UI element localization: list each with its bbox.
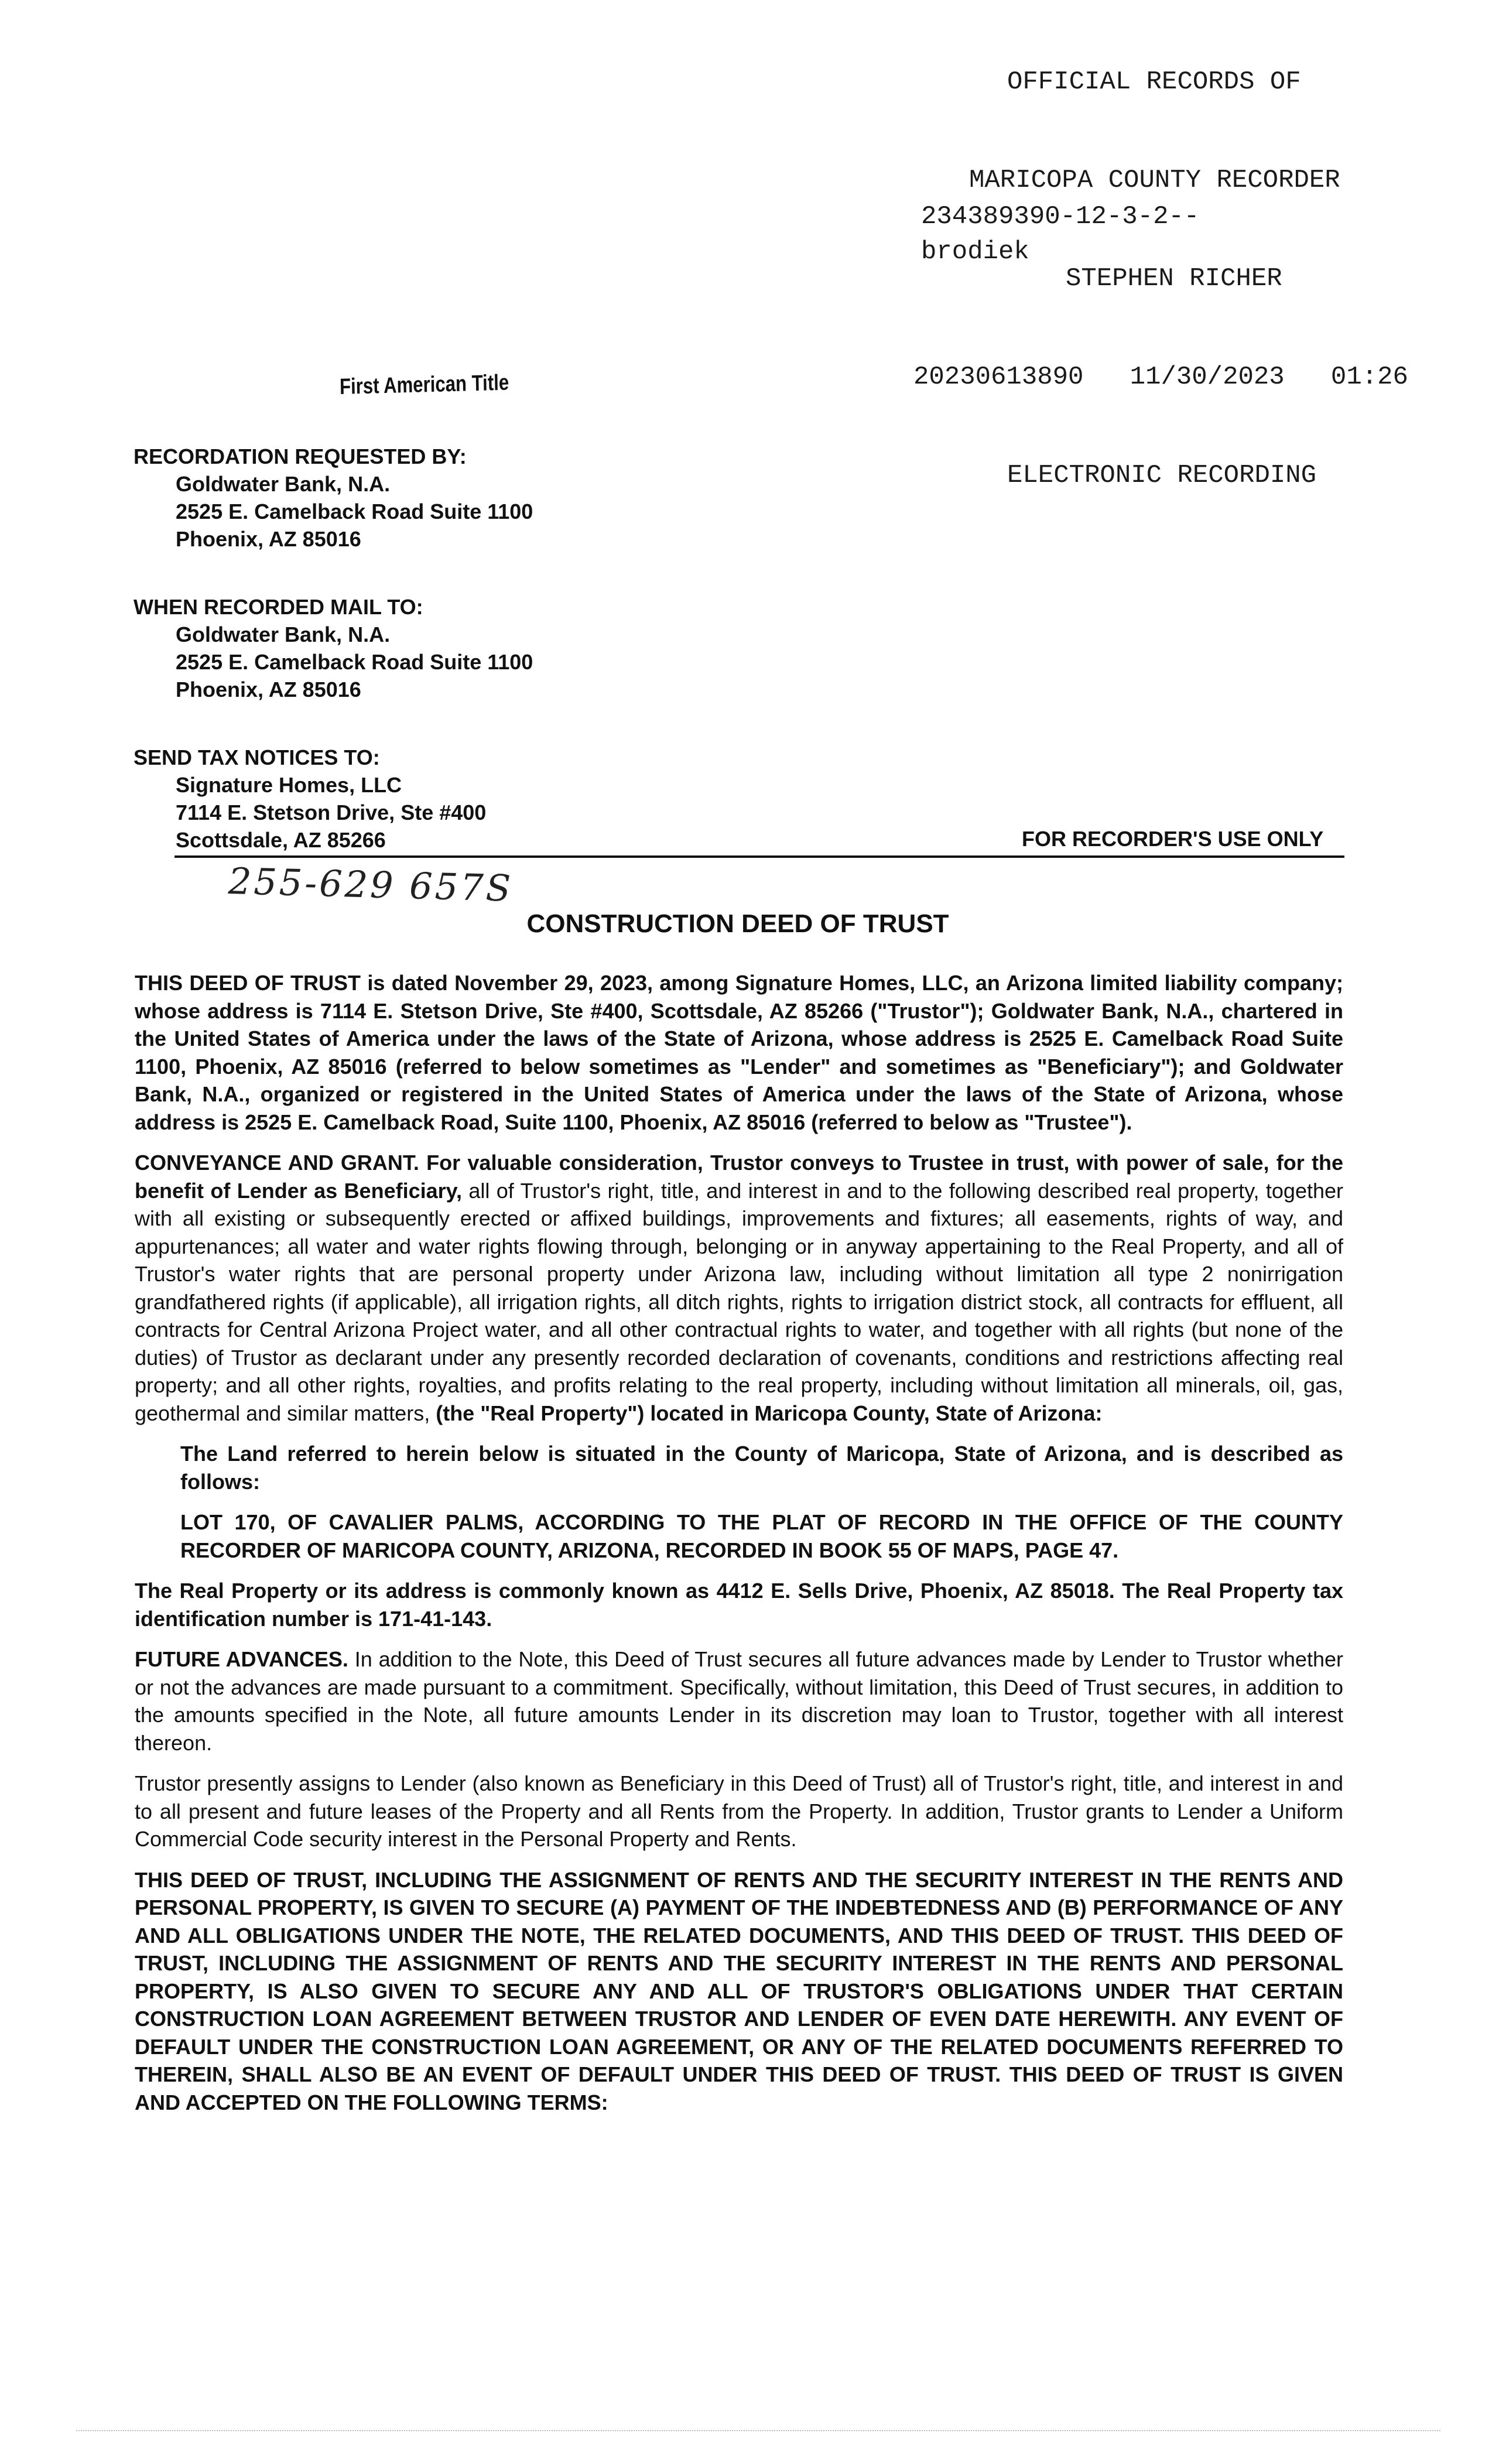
mail-to-street: 2525 E. Camelback Road Suite 1100 (176, 650, 533, 674)
future-advances-heading: FUTURE ADVANCES. (135, 1647, 348, 1671)
tax-notices-city: Scottsdale, AZ 85266 (176, 828, 386, 852)
intro-paragraph: THIS DEED OF TRUST is dated November 29, 2023, among Signature Homes, LLC, an Arizona limited liability company; whose address is 7114 E. Stetson Drive, Ste #400, Scottsdale, AZ 85266 ("Trustor"); Goldwater Bank, N.A., chartered in the United States of America under the laws of the State of Arizona, whose address is 2525 E. Camelback Road Suite 1100, Phoenix, AZ 85016 (referred to below sometimes as "Lender" and sometimes as "Beneficiary"); and Goldwater Bank, N.A., organized or registered in the United States of America under the laws of the State of Arizona, whose address is 2525 E. Camelback Road, Suite 1100, Phoenix, AZ 85016 (referred to below as "Trustee"). (135, 971, 1343, 1134)
caps-terms-paragraph: THIS DEED OF TRUST, INCLUDING THE ASSIGNMENT OF RENTS AND THE SECURITY INTEREST IN THE RENTS AND PERSONAL PROPERTY, IS GIVEN TO SECURE (A) PAYMENT OF THE INDEBTEDNESS AND (B) PERFORMANCE OF ANY AND ALL OBLIGATIONS UNDER THE NOTE, THE RELATED DOCUMENTS, AND THIS DEED OF TRUST. THIS DEED OF TRUST, INCLUDING THE ASSIGNMENT OF RENTS AND THE SECURITY INTEREST IN THE RENTS AND PERSONAL PROPERTY, IS ALSO GIVEN TO SECURE ANY AND ALL OF TRUSTOR'S OBLIGATIONS UNDER THAT CERTAIN CONSTRUCTION LOAN AGREEMENT BETWEEN TRUSTOR AND LENDER OF EVEN DATE HEREWITH. ANY EVENT OF DEFAULT UNDER THE CONSTRUCTION LOAN AGREEMENT, OR ANY OF THE RELATED DOCUMENTS REFERRED TO THEREIN, SHALL ALSO BE AN EVENT OF DEFAULT UNDER THIS DEED OF TRUST. THIS DEED OF TRUST IS GIVEN AND ACCEPTED ON THE FOLLOWING TERMS: (135, 1867, 1343, 2114)
recording-id (921, 199, 1199, 269)
stamp-recorder-name: STEPHEN RICHER (1066, 264, 1282, 293)
recordation-requested-by-heading: RECORDATION REQUESTED BY: (134, 444, 467, 468)
recordation-requested-by-block (134, 443, 533, 553)
recordation-requested-by-city: Phoenix, AZ 85016 (176, 527, 361, 551)
recorders-use-only-label: FOR RECORDER'S USE ONLY (1022, 827, 1324, 851)
tax-notices-name: Signature Homes, LLC (176, 773, 402, 797)
mail-to-heading: WHEN RECORDED MAIL TO: (134, 595, 423, 619)
recordation-requested-by-street: 2525 E. Camelback Road Suite 1100 (176, 499, 533, 523)
future-advances-text: In addition to the Note, this Deed of Trust secures all future advances made by Lender to Trustor whether or not the advances are made pursuant to a commitment. Specifically, without limitation, this Deed of Trust secures, in addition to the amounts specified in the Note, all future amounts Lender in its discretion may loan to Trustor, together with all interest thereon. (135, 1647, 1343, 1755)
mail-to-city: Phoenix, AZ 85016 (176, 677, 361, 701)
conveyance-heading: CONVEYANCE AND GRANT. (135, 1151, 419, 1175)
send-tax-notices-to-block (134, 744, 486, 854)
stamp-electronic-recording: ELECTRONIC RECORDING (1007, 461, 1317, 490)
tax-notices-street: 7114 E. Stetson Drive, Ste #400 (176, 800, 487, 824)
document-title: CONSTRUCTION DEED OF TRUST (526, 909, 949, 938)
recordation-requested-by-name: Goldwater Bank, N.A. (176, 472, 391, 496)
legal-description: LOT 170, OF CAVALIER PALMS, ACCORDING TO THE PLAT OF RECORD IN THE OFFICE OF THE COUNTY RECORDER OF MARICOPA COUNTY, ARIZONA, RECORDED IN BOOK 55 OF MAPS, PAGE 47. (180, 1510, 1343, 1562)
recording-code: 234389390-12-3-2-- (921, 202, 1200, 231)
stamp-county-recorder: MARICOPA COUNTY RECORDER (969, 166, 1340, 195)
document-body (135, 969, 1343, 2129)
conveyance-bold-text: For valuable consideration, Trustor conveys to Trustee in trust, with power of sale, for the benefit of Lender as Beneficiary, (135, 1151, 1343, 1203)
property-address-paragraph: The Real Property or its address is commonly known as 4412 E. Sells Drive, Phoenix, AZ 85018. The Real Property tax identification number is 171-41-143. (135, 1579, 1343, 1631)
handwritten-note: 255-629 657S (228, 860, 514, 910)
recorder-stamp (913, 0, 1476, 557)
land-intro-paragraph: The Land referred to herein below is situated in the County of Maricopa, State of Arizona, and is described as follows: (180, 1442, 1343, 1494)
assignment-paragraph: Trustor presently assigns to Lender (also known as Beneficiary in this Deed of Trust) all of Trustor's right, title, and interest in and to all present and future leases of the Property and all Rents from the Property. In addition, Trustor grants to Lender a Uniform Commercial Code security interest in the Personal Property and Rents. (135, 1771, 1343, 1851)
conveyance-text: all of Trustor's right, title, and interest in and to the following described real property, together with all existing or subsequently erected or affixed buildings, improvements and fixtures; all easements, rights of way, and appurtenances; all water and water rights flowing through, belonging or in anyway appertaining to the Real Property, and all of Trustor's water rights that are personal property under Arizona law, including without limitation all type 2 nonirrigation grandfathered rights (if applicable), all irrigation rights, all ditch rights, rights to irrigation district stock, all contracts for effluent, all contracts for Central Arizona Project water, and all other contractual rights to water, and together with all rights (but none of the duties) of Trustor as declarant under any presently recorded declaration of covenants, conditions and restrictions affecting real property; and all other rights, royalties, and profits relating to the real property, including without limitation all minerals, oil, gas, geothermal and similar matters, (135, 1178, 1343, 1425)
scan-artifact-line (76, 2430, 1440, 2431)
stamp-official-records: OFFICIAL RECORDS OF (1007, 67, 1301, 97)
conveyance-tail: (the "Real Property") located in Maricopa County, State of Arizona: (436, 1401, 1103, 1425)
title-company-logo: First American Title (339, 370, 509, 399)
conveyance-paragraph (135, 1149, 1343, 1427)
recording-user: brodiek (921, 237, 1029, 266)
future-advances-paragraph (135, 1645, 1343, 1757)
tax-notices-heading: SEND TAX NOTICES TO: (134, 745, 380, 769)
mail-to-name: Goldwater Bank, N.A. (176, 622, 391, 646)
stamp-document-number-date-time: 20230613890 11/30/2023 01:26 (913, 362, 1408, 392)
when-recorded-mail-to-block (134, 593, 533, 703)
header-divider (174, 855, 1344, 858)
